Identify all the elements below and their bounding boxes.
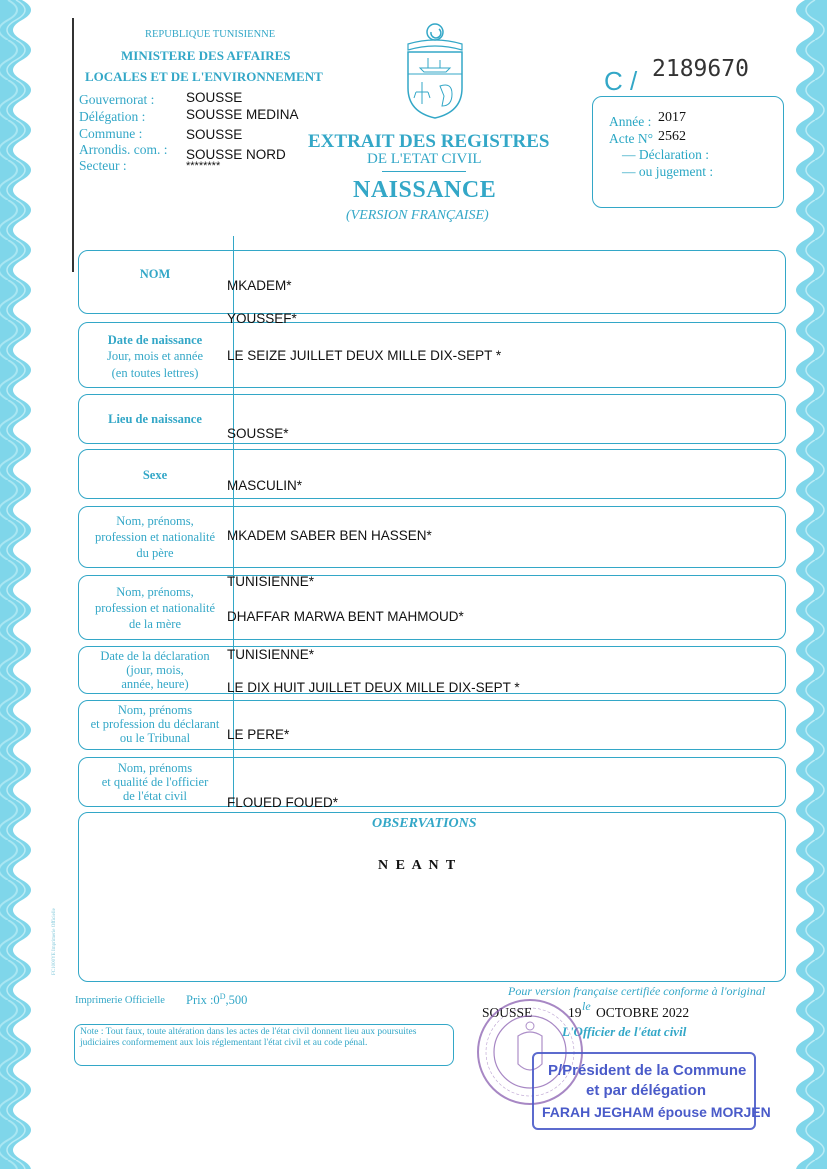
decl-label3: année, heure) [121, 677, 189, 691]
prix-label [186, 992, 247, 1008]
commune-value: SOUSSE [186, 127, 243, 142]
nom-label: NOM [139, 267, 171, 281]
officier-signature-label: L'Officier de l'état civil [562, 1024, 687, 1039]
gouvernorat-value: SOUSSE [186, 90, 243, 105]
declarant-value: LE PERE* [227, 727, 290, 742]
imprimerie-label: Imprimerie Officielle [75, 995, 165, 1006]
stamp-line1: P/Président de la Commune [548, 1062, 747, 1079]
left-rule [72, 18, 74, 272]
right-wave-border [779, 0, 827, 1169]
stamp-line2: et par délégation [586, 1082, 707, 1099]
place-value: SOUSSE [482, 1005, 533, 1020]
officier-label1: Nom, prénoms [117, 761, 193, 775]
dob-sublabel2: (en toutes lettres) [111, 366, 199, 380]
officier-label3: de l'état civil [122, 789, 188, 803]
delegation-value: SOUSSE MEDINA [186, 107, 299, 122]
lieu-value: SOUSSE* [227, 426, 289, 441]
le-label: le [582, 999, 591, 1013]
serial-number: 2189670 [652, 56, 749, 82]
nom-value: MKADEM* [227, 278, 292, 293]
ministry-line1: MINISTERE DES AFFAIRES [121, 48, 291, 63]
annee-value: 2017 [658, 110, 686, 125]
acte-label: Acte N° [609, 131, 654, 146]
declaration-label: — Déclaration : [622, 147, 709, 162]
acte-value: 2562 [658, 129, 686, 144]
coat-of-arms-icon [400, 22, 470, 122]
declarant-label2: et profession du déclarant [90, 717, 220, 731]
mere-value: DHAFFAR MARWA BENT MAHMOUD* [227, 609, 464, 624]
officier-value: FLOUED FOUED* [227, 795, 339, 810]
stamp-line3: FARAH JEGHAM épouse MORJEN [542, 1104, 771, 1120]
dob-label: Date de naissance [107, 333, 203, 347]
arrondissement-label: Arrondis. com. : [79, 142, 168, 157]
observations-box [78, 812, 786, 982]
pere-label1: Nom, prénoms, [116, 514, 194, 528]
date-day: 19 [568, 1005, 582, 1020]
decl-label1: Date de la déclaration [100, 649, 210, 663]
mere-label3: de la mère [128, 617, 182, 631]
decl-value: LE DIX HUIT JUILLET DEUX MILLE DIX-SEPT * [227, 680, 520, 695]
gouvernorat-label: Gouvernorat : [79, 92, 155, 107]
observations-title: OBSERVATIONS [372, 816, 477, 831]
declarant-label3: ou le Tribunal [119, 731, 191, 745]
row-nom-box [78, 250, 786, 314]
pere-value: MKADEM SABER BEN HASSEN* [227, 528, 432, 543]
document-title: NAISSANCE [353, 177, 497, 203]
prix-text: Prix :0 [186, 993, 220, 1008]
dob-value: LE SEIZE JUILLET DEUX MILLE DIX-SEPT * [227, 348, 502, 363]
left-wave-border [0, 0, 60, 1169]
pere-label2: profession et nationalité [94, 530, 216, 544]
pere-label3: du père [136, 546, 174, 560]
side-code: FC1000YE Imprimerie Officielle [52, 908, 57, 975]
title-line2: DE L'ETAT CIVIL [367, 151, 482, 167]
certified-text: Pour version française certifiée conforme à l'original [508, 984, 766, 998]
delegation-label: Délégation : [79, 109, 146, 124]
version-label: (VERSION FRANÇAISE) [346, 208, 489, 223]
note-text: Note : Tout faux, toute altération dans les actes de l'état civil donnent lieu aux poursuites judiciaires conformement aux lois réglementant l'état civil et au code pénal. [80, 1027, 417, 1048]
prix-end: ,500 [225, 993, 248, 1008]
title-underline [382, 171, 466, 172]
dob-sublabel1: Jour, mois et année [106, 349, 203, 363]
annee-label: Année : [609, 114, 652, 129]
serial-prefix: C / [604, 66, 638, 96]
secteur-value: ******** [186, 160, 221, 172]
sexe-value: MASCULIN* [227, 478, 303, 493]
date-rest: OCTOBRE 2022 [596, 1005, 690, 1020]
jugement-label: — ou jugement : [622, 164, 714, 179]
mere-label1: Nom, prénoms, [116, 585, 194, 599]
ministry-line2: LOCALES ET DE L'ENVIRONNEMENT [85, 69, 323, 84]
mere-nationality: TUNISIENNE* [227, 647, 315, 662]
lieu-label: Lieu de naissance [108, 412, 202, 426]
commune-label: Commune : [79, 126, 143, 141]
mere-label2: profession et nationalité [94, 601, 216, 615]
pere-nationality: TUNISIENNE* [227, 574, 315, 589]
republic-label: REPUBLIQUE TUNISIENNE [145, 29, 276, 40]
sexe-label: Sexe [142, 468, 168, 482]
title-line1: EXTRAIT DES REGISTRES [308, 131, 550, 152]
prix-sup: D [219, 992, 226, 1001]
observations-value: N E A N T [378, 858, 458, 873]
officier-label2: et qualité de l'officier [101, 775, 209, 789]
arrondissement-value: SOUSSE NORD [186, 147, 286, 162]
secteur-label: Secteur : [79, 158, 127, 173]
declarant-label1: Nom, prénoms [117, 703, 193, 717]
decl-label2: (jour, mois, [126, 663, 184, 677]
prenom-value: YOUSSEF* [227, 311, 297, 326]
